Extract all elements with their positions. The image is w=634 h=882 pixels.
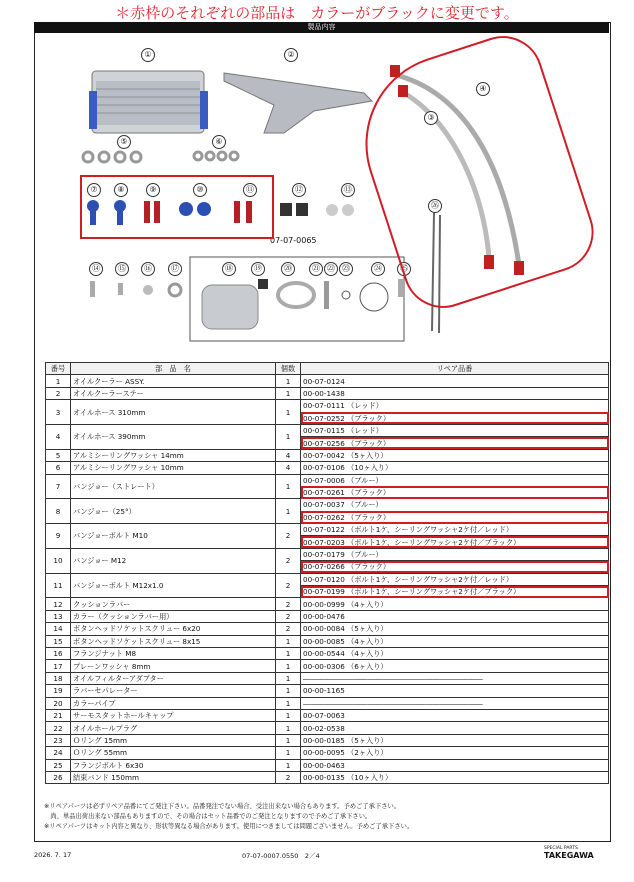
row-repair-number: 00-07-0179 （ブルー） [301,548,609,560]
row-repair-number: 00-00-0084 （5ヶ入り） [301,623,609,635]
row-qty: 4 [276,449,301,461]
table-header-row [46,363,609,375]
part-label-10: ⑩ [193,183,207,197]
table-row [46,734,609,746]
table-row [46,635,609,647]
row-part-name: アルミシーリングワッシャ 14mm [71,449,276,461]
row-part-name: バンジョー（25°） [71,499,276,524]
table-row [46,647,609,659]
frame-title: 製品内容 [34,22,609,33]
row-repair-number: 00-07-0042 （5ヶ入り） [301,449,609,461]
part-label-15: ⑮ [115,262,129,276]
row-part-name: Ｏリング 15mm [71,734,276,746]
row-part-name: クッションラバー [71,598,276,610]
footnotes [44,802,614,832]
row-number: 18 [46,672,71,684]
col-part-name: 部 品 名 [71,363,276,375]
row-repair-number: 00-00-0476 [301,610,609,622]
part-label-2: ② [284,48,298,62]
row-repair-number: 00-07-0115 （レッド） [301,424,609,436]
row-part-name: ラバーセパレーター [71,685,276,697]
row-repair-number: 00-07-0006 （ブルー） [301,474,609,486]
model-number: 07-07-0065 [270,236,317,245]
row-qty: 4 [276,462,301,474]
row-qty: 2 [276,573,301,598]
row-number: 9 [46,524,71,549]
row-repair-number: 00-00-0085 （4ヶ入り） [301,635,609,647]
row-repair-number: 00-07-0203 （ボルト1ケ、シーリングワッシャ2ケ付／ブラック） [301,536,609,548]
part-label-16: ⑯ [141,262,155,276]
row-repair-number: 00-07-0111 （レッド） [301,400,609,412]
row-number: 22 [46,722,71,734]
row-repair-number: 00-00-0999 （4ヶ入り） [301,598,609,610]
row-repair-number: 00-00-0185 （5ヶ入り） [301,734,609,746]
parts-table [45,362,609,784]
row-repair-number: 00-07-0120 （ボルト1ケ、シーリングワッシャ2ケ付／レッド） [301,573,609,585]
row-part-name: カラー（クッションラバー用） [71,610,276,622]
row-number: 8 [46,499,71,524]
row-repair-number: 00-00-0135 （10ヶ入り） [301,771,609,783]
highlight-fittings [80,175,274,239]
row-repair-number: 00-00-0463 [301,759,609,771]
part-label-14: ⑭ [89,262,103,276]
part-label-12: ⑫ [292,183,306,197]
part-label-7: ⑦ [87,183,101,197]
row-part-name: Ｏリング 55mm [71,747,276,759]
part-label-8: ⑧ [114,183,128,197]
row-repair-number: 00-07-0063 [301,709,609,721]
row-part-name: フランジボルト 6x30 [71,759,276,771]
row-qty: 1 [276,685,301,697]
row-repair-number: 00-07-0256 （ブラック） [301,437,609,449]
table-row [46,387,609,399]
row-qty: 2 [276,524,301,549]
row-repair-number: 00-07-0122 （ボルト1ケ、シーリングワッシャ2ケ付／レッド） [301,524,609,536]
row-qty: 2 [276,623,301,635]
table-row [46,623,609,635]
part-label-17: ⑰ [168,262,182,276]
footnote-2: 尚、単品出荷出来ない部品もありますので、その場合はセット品番でのご発注となりますので予めご了承下さい。 [44,813,372,820]
part-label-1: ① [141,48,155,62]
header-note: ＊赤枠のそれぞれの部品は カラーがブラックに変更です。 [115,4,519,22]
table-row [46,685,609,697]
row-qty: 1 [276,759,301,771]
table-row [46,573,609,585]
row-repair-number: 00-07-0199 （ボルト1ケ、シーリングワッシャ2ケ付／ブラック） [301,586,609,598]
row-part-name: バンジョーボルト M12x1.0 [71,573,276,598]
row-number: 5 [46,449,71,461]
row-number: 24 [46,747,71,759]
row-part-name: ボタンヘッドソケットスクリュー 6x20 [71,623,276,635]
table-row [46,709,609,721]
page-number: 2／4 [304,852,320,860]
row-qty: 1 [276,635,301,647]
brand-sub: SPECIAL PARTS [544,846,578,851]
part-label-25: ㉕ [397,262,411,276]
table-row [46,499,609,511]
table-row [46,722,609,734]
row-part-name: オイルホース 310mm [71,400,276,425]
row-part-name: サーモスタットホールキャップ [71,709,276,721]
row-repair-number: 00-07-0262 （ブラック） [301,511,609,523]
footer-date: 2026. 7. 17 [34,851,72,859]
row-qty: 1 [276,400,301,425]
row-qty: 2 [276,610,301,622]
part-label-9: ⑨ [146,183,160,197]
row-repair-number: ――――――――――――――――――――――――― [301,697,609,709]
row-repair-number: 00-00-0306 （6ヶ入り） [301,660,609,672]
row-repair-number: 00-00-0544 （4ヶ入り） [301,647,609,659]
table-row [46,462,609,474]
row-repair-number: 00-07-0252 （ブラック） [301,412,609,424]
table-row [46,524,609,536]
row-qty: 1 [276,722,301,734]
row-qty: 1 [276,734,301,746]
table-row [46,375,609,387]
row-number: 17 [46,660,71,672]
row-repair-number: 00-07-0261 （ブラック） [301,486,609,498]
row-qty: 1 [276,647,301,659]
part-label-24: ㉔ [371,262,385,276]
row-part-name: オイルホールプラグ [71,722,276,734]
part-label-4: ④ [476,82,490,96]
row-qty: 1 [276,424,301,449]
row-part-name: プレーンワッシャ 8mm [71,660,276,672]
row-qty: 1 [276,697,301,709]
table-row [46,449,609,461]
row-part-name: 結束バンド 150mm [71,771,276,783]
row-qty: 1 [276,474,301,499]
table-row [46,474,609,486]
part-label-22: ㉒ [324,262,338,276]
row-repair-number: 00-07-0037 （ブルー） [301,499,609,511]
part-label-19: ⑲ [251,262,265,276]
row-number: 15 [46,635,71,647]
row-number: 16 [46,647,71,659]
table-row [46,660,609,672]
row-number: 25 [46,759,71,771]
col-repair-number: リペア品番 [301,363,609,375]
brand-name: TAKEGAWA [544,851,594,860]
row-part-name: バンジョー（ストレート） [71,474,276,499]
row-repair-number: 00-00-1165 [301,685,609,697]
table-row [46,424,609,436]
col-qty: 個数 [276,363,301,375]
row-number: 13 [46,610,71,622]
part-label-3: ③ [424,111,438,125]
row-repair-number: 00-07-0124 [301,375,609,387]
row-number: 6 [46,462,71,474]
row-qty: 1 [276,387,301,399]
col-number: 番号 [46,363,71,375]
row-qty: 1 [276,747,301,759]
row-part-name: バンジョー M12 [71,548,276,573]
table-row [46,697,609,709]
row-number: 1 [46,375,71,387]
row-number: 20 [46,697,71,709]
row-qty: 2 [276,598,301,610]
row-number: 7 [46,474,71,499]
part-label-20: ⑳ [281,262,295,276]
part-label-18: ⑱ [222,262,236,276]
row-part-name: オイルクーラー ASSY. [71,375,276,387]
row-repair-number: ――――――――――――――――――――――――― [301,672,609,684]
row-number: 26 [46,771,71,783]
footer-doc-id [242,851,320,860]
row-number: 23 [46,734,71,746]
footnote-3: ※リペアパーツはキット内容と異なり、形状等異なる場合があります。使用につきましては問題ございません。予めご了承下さい。 [44,823,414,830]
table-row [46,759,609,771]
row-qty: 1 [276,672,301,684]
part-label-13: ⑬ [341,183,355,197]
row-repair-number: 00-02-0538 [301,722,609,734]
row-qty: 1 [276,709,301,721]
row-number: 11 [46,573,71,598]
row-number: 19 [46,685,71,697]
row-number: 2 [46,387,71,399]
row-repair-number: 00-00-1438 [301,387,609,399]
row-part-name: バンジョーボルト M10 [71,524,276,549]
table-row [46,747,609,759]
part-label-6: ⑥ [212,135,226,149]
table-row [46,771,609,783]
row-qty: 2 [276,771,301,783]
row-number: 3 [46,400,71,425]
row-qty: 1 [276,499,301,524]
row-part-name: アルミシーリングワッシャ 10mm [71,462,276,474]
row-repair-number: 00-00-0095 （2ヶ入り） [301,747,609,759]
part-label-26: ㉖ [428,199,442,213]
row-qty: 2 [276,548,301,573]
brand-logo [544,846,594,860]
part-label-5: ⑤ [117,135,131,149]
row-number: 12 [46,598,71,610]
row-part-name: ボタンヘッドソケットスクリュー 8x15 [71,635,276,647]
oil-cooler-drawing [89,71,208,133]
row-number: 4 [46,424,71,449]
row-part-name: オイルクーラーステー [71,387,276,399]
row-number: 14 [46,623,71,635]
part-label-23: ㉓ [339,262,353,276]
parts-table-body [46,375,609,784]
oil-cooler-stay-drawing [224,73,372,133]
part-label-11: ⑪ [243,183,257,197]
row-repair-number: 00-07-0106 （10ヶ入り） [301,462,609,474]
row-number: 21 [46,709,71,721]
row-part-name: オイルホース 390mm [71,424,276,449]
row-repair-number: 00-07-0266 （ブラック） [301,561,609,573]
footnote-1: ※リペアパーツは必ずリペア品番にてご発注下さい。品番発注でない場合、受注出来ない場合もあります。予めご了承下さい。 [44,803,401,810]
row-qty: 1 [276,375,301,387]
part-label-21: ㉑ [309,262,323,276]
table-row [46,548,609,560]
row-qty: 1 [276,660,301,672]
doc-id: 07-07-0007.0550 [242,852,299,860]
table-row [46,672,609,684]
table-row [46,610,609,622]
row-part-name: オイルフィルターアダプター [71,672,276,684]
table-row [46,598,609,610]
table-row [46,400,609,412]
row-part-name: カラーパイプ [71,697,276,709]
row-number: 10 [46,548,71,573]
row-part-name: フランジナット M8 [71,647,276,659]
